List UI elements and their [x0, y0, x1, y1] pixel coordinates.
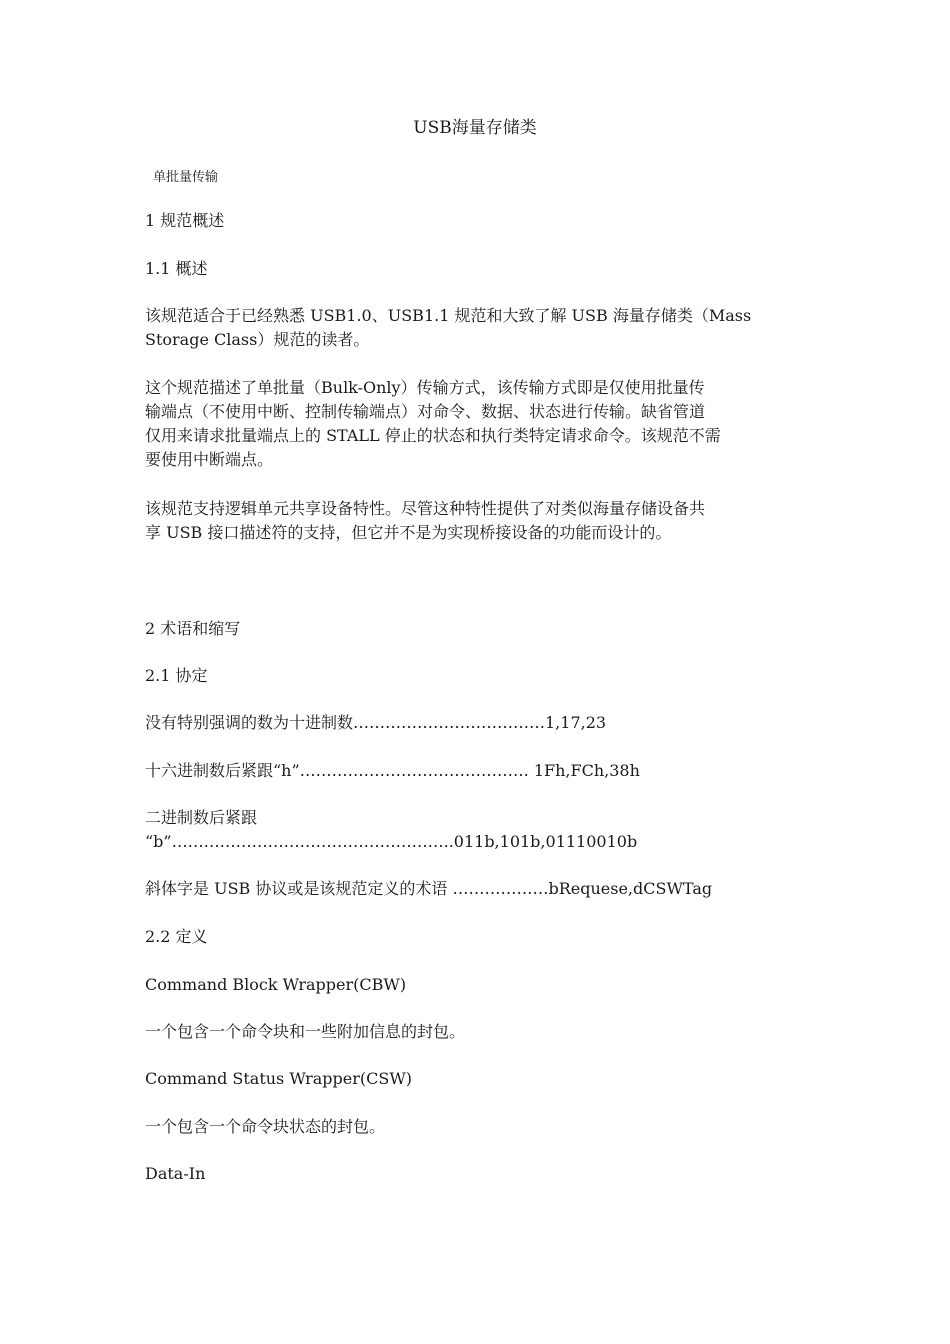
- convention-binary-line-2: “b”……………………………………………..011b,101b,01110010b: [145, 832, 638, 851]
- paragraph-2: [145, 376, 810, 472]
- definition-csw-term: Command Status Wrapper(CSW): [145, 1069, 412, 1088]
- paragraph-2-line-3: 仅用来请求批量端点上的 STALL 停止的状态和执行类特定请求命令。该规范不需: [145, 426, 721, 445]
- definition-cbw-term: Command Block Wrapper(CBW): [145, 975, 407, 994]
- paragraph-3: [145, 497, 810, 545]
- paragraph-2-line-1: 这个规范描述了单批量（Bulk-Only）传输方式，该传输方式即是仅使用批量传: [145, 378, 705, 397]
- paragraph-3-line-1: 该规范支持逻辑单元共享设备特性。尽管这种特性提供了对类似海量存储设备共: [145, 499, 706, 518]
- paragraph-1-line-2: Storage Class）规范的读者。: [145, 330, 370, 349]
- section-2-1-heading: 2.1 协定: [145, 666, 208, 685]
- paragraph-1: [145, 304, 810, 352]
- paragraph-2-line-2: 输端点（不使用中断、控制传输端点）对命令、数据、状态进行传输。缺省管道: [145, 402, 706, 421]
- definition-data-in-term: Data-In: [145, 1164, 206, 1183]
- section-1-heading: 1 规范概述: [145, 211, 225, 230]
- section-2-2-heading: 2.2 定义: [145, 927, 208, 946]
- section-2-heading: 2 术语和缩写: [145, 619, 241, 638]
- paragraph-1-line-1: 该规范适合于已经熟悉 USB1.0、USB1.1 规范和大致了解 USB 海量存储类（Mass: [145, 306, 752, 325]
- convention-italic: 斜体字是 USB 协议或是该规范定义的术语 ………………bRequese,dCSWTag: [145, 879, 713, 898]
- convention-hex: 十六进制数后紧跟“h”……………………………………. 1Fh,FCh,38h: [145, 761, 640, 780]
- convention-binary-line-1: 二进制数后紧跟: [145, 808, 258, 827]
- definition-cbw-desc: 一个包含一个命令块和一些附加信息的封包。: [145, 1022, 466, 1041]
- paragraph-2-line-4: 要使用中断端点。: [145, 450, 274, 469]
- convention-binary: [145, 806, 810, 854]
- convention-decimal: 没有特别强调的数为十进制数………………………………1,17,23: [145, 713, 607, 732]
- document-subtitle: 单批量传输: [153, 170, 219, 185]
- definition-csw-desc: 一个包含一个命令块状态的封包。: [145, 1117, 386, 1136]
- paragraph-3-line-2: 享 USB 接口描述符的支持，但它并不是为实现桥接设备的功能而设计的。: [145, 523, 672, 542]
- document-title: USB海量存储类: [413, 118, 537, 138]
- section-1-1-heading: 1.1 概述: [145, 259, 208, 278]
